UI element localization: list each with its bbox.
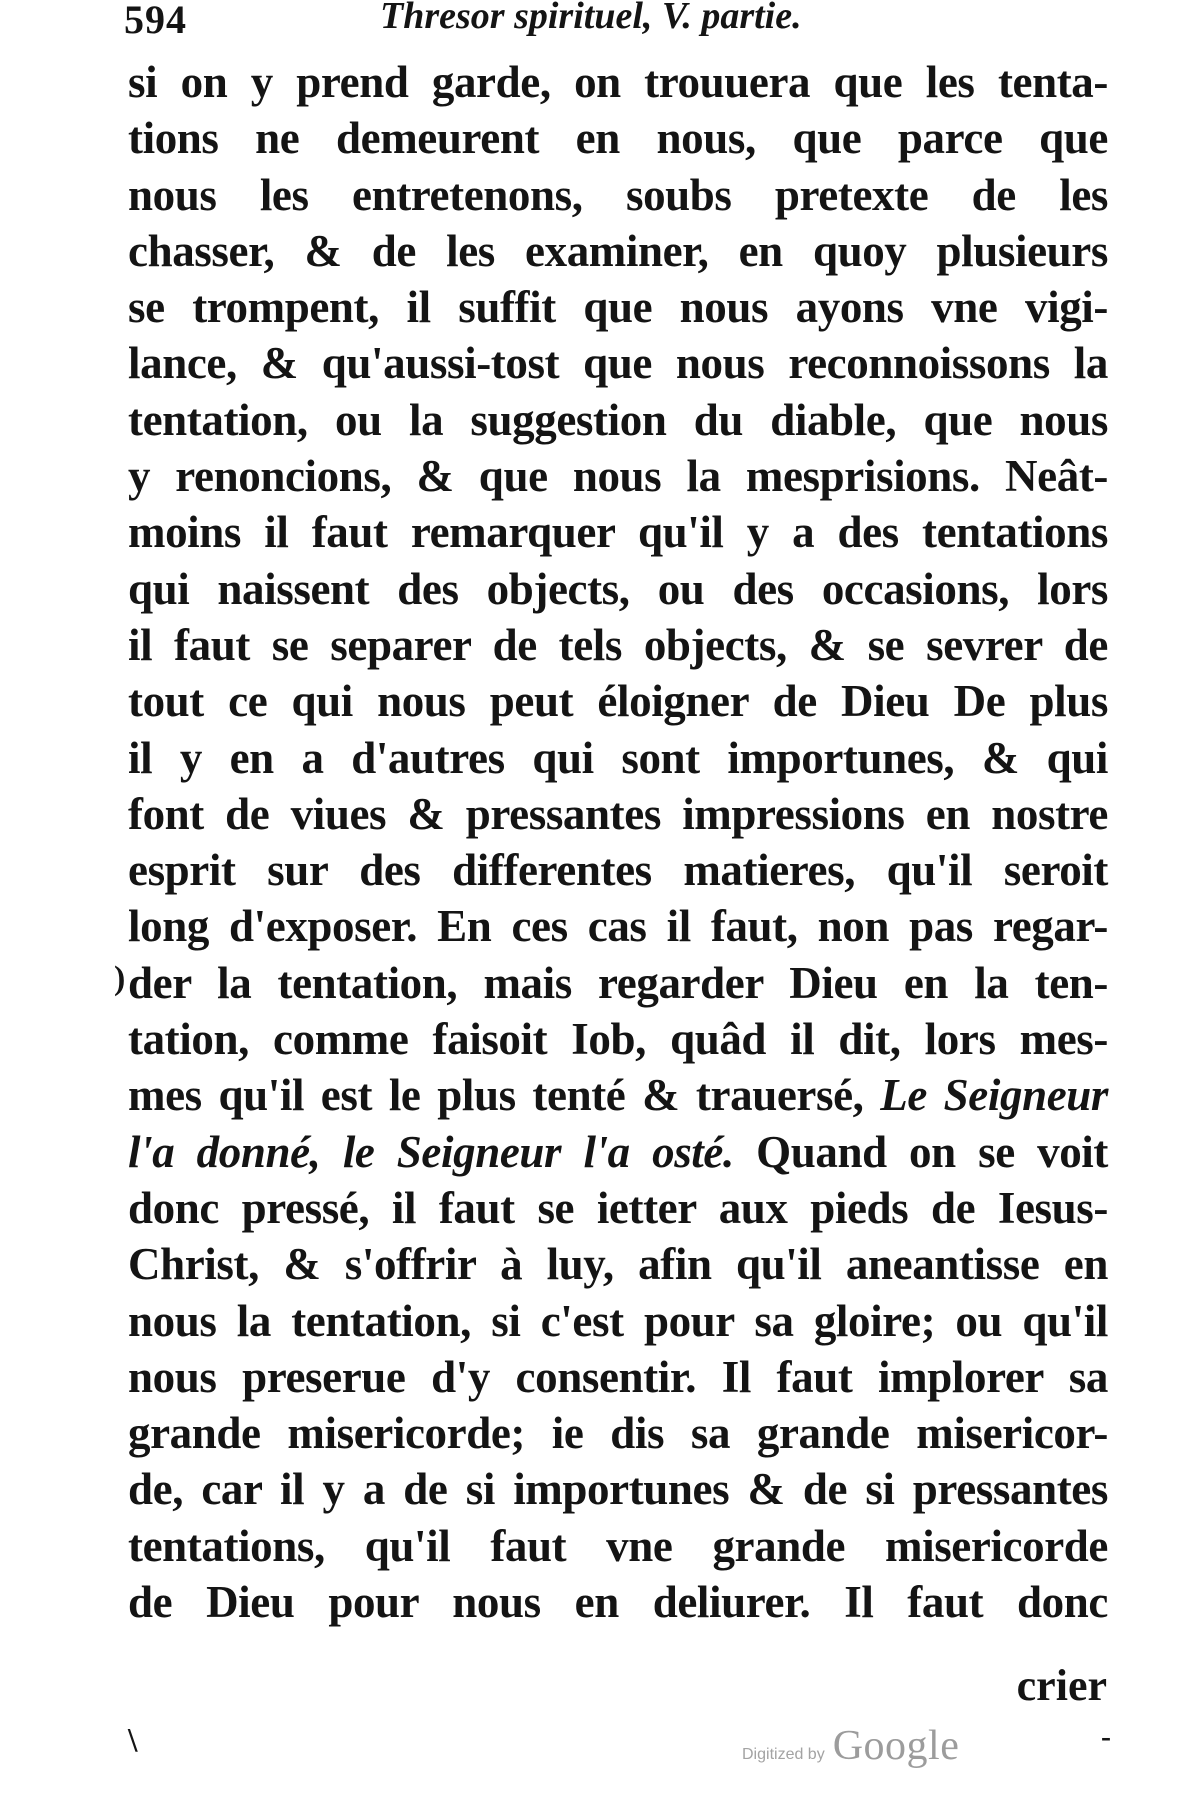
text-line: Christ, & s'offrir à luy, afin qu'il aneantisse en (128, 1239, 1108, 1290)
text-line: donc pressé, il faut se ietter aux pieds de Iesus- (128, 1182, 1108, 1233)
margin-bracket-mark: ) (114, 960, 126, 997)
dash-mark: - (1101, 1720, 1111, 1753)
text-line: si on y prend garde, on trouuera que les tenta- (128, 57, 1108, 107)
text-line: y renoncions, & que nous la mesprisions. Neât- (128, 451, 1108, 502)
google-watermark (742, 1722, 959, 1770)
italic-quote-end: l'a donné, le Seigneur l'a osté. (128, 1126, 734, 1177)
italic-quote-start: Le Seigneur (880, 1070, 1109, 1121)
text-line: il y en a d'autres qui sont importunes, & qui (128, 732, 1108, 783)
text-line: long d'exposer. En ces cas il faut, non pas regar- (128, 901, 1108, 952)
text-line: qui naissent des objects, ou des occasions, lors (128, 563, 1108, 614)
text-line: font de viues & pressantes impressions en nostre (128, 788, 1108, 839)
stray-mark: \ (128, 1722, 138, 1759)
text-line: se trompent, il suffit que nous ayons vne vigi- (128, 282, 1108, 333)
text-line: moins il faut remarquer qu'il y a des tentations (128, 507, 1108, 558)
text-line: chasser, & de les examiner, en quoy plusieurs (128, 225, 1108, 276)
text-line-start: mes qu'il est le plus tenté & trauersé, (128, 1070, 864, 1121)
text-line: tation, comme faisoit Iob, quâd il dit, lors mes- (128, 1014, 1108, 1065)
text-line: grande misericorde; ie dis sa grande misericor- (128, 1408, 1108, 1459)
text-line: il faut se separer de tels objects, & se sevrer de (128, 619, 1108, 670)
text-line: nous les entretenons, soubs pretexte de les (128, 169, 1108, 220)
text-line: tout ce qui nous peut éloigner de Dieu De plus (128, 676, 1108, 727)
watermark-brand: Google (832, 1723, 960, 1769)
text-line: nous la tentation, si c'est pour sa gloire; ou qu'il (128, 1295, 1108, 1346)
text-line: esprit sur des differentes matieres, qu'il seroit (128, 845, 1108, 896)
text-line: nous preserue d'y consentir. Il faut implorer sa (128, 1351, 1108, 1402)
page-number: 594 (124, 0, 187, 42)
text-line: lance, & qu'aussi-tost que nous reconnoissons la (128, 338, 1108, 389)
text-line: de, car il y a de si importunes & de si pressantes (128, 1464, 1108, 1515)
text-line-with-quote (128, 1124, 1108, 1180)
text-line-tail: Quand on se voit (756, 1126, 1108, 1177)
text-line-with-quote (128, 1067, 1108, 1123)
text-line: tentation, ou la suggestion du diable, que nous (128, 394, 1108, 445)
watermark-prefix: Digitized by (742, 1746, 825, 1763)
text-line: tentations, qu'il faut vne grande misericorde (128, 1520, 1108, 1571)
catchword: crier (1016, 1661, 1107, 1710)
body-text (128, 54, 1108, 1630)
text-line: de Dieu pour nous en deliurer. Il faut donc (128, 1577, 1108, 1628)
running-head: Thresor spirituel, V. partie. (380, 0, 802, 37)
text-line: tions ne demeurent en nous, que parce que (128, 113, 1108, 164)
text-line: der la tentation, mais regarder Dieu en la ten- (128, 957, 1108, 1008)
